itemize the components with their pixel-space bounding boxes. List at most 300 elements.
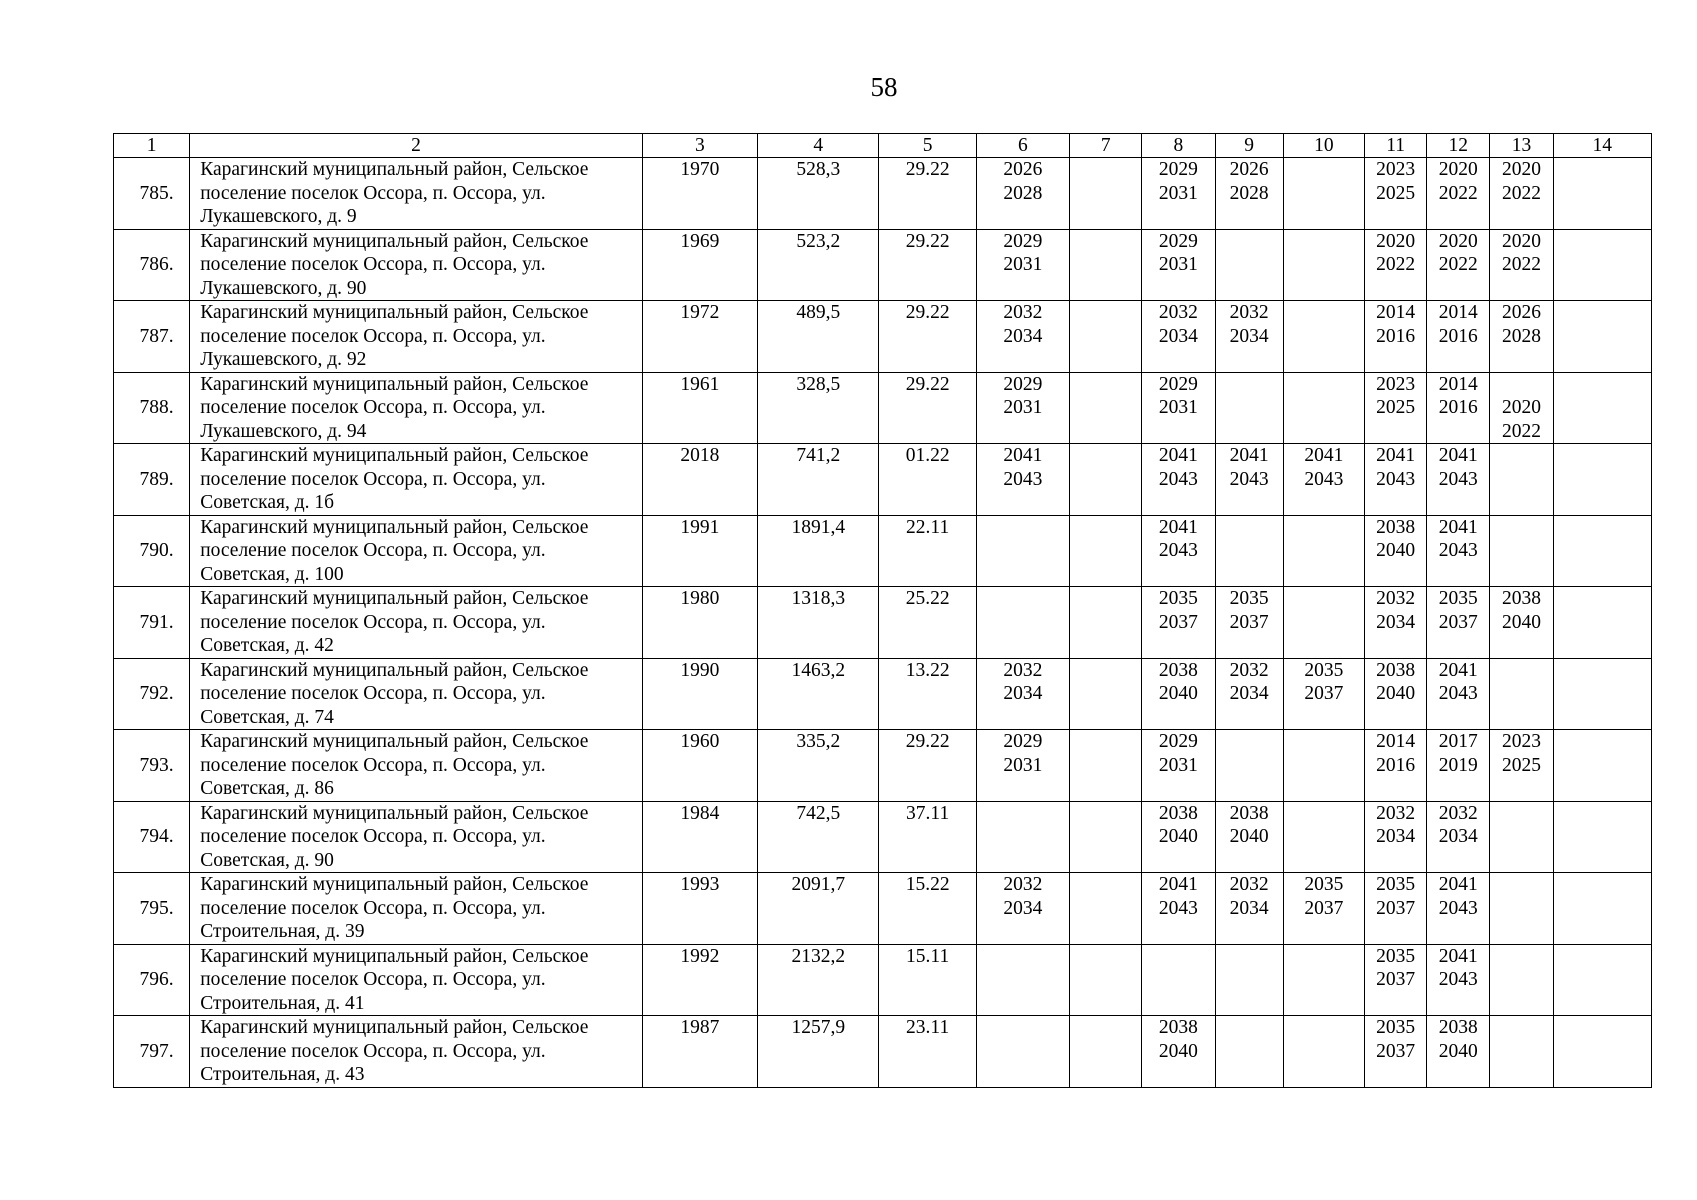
period-cell-6 (976, 444, 1069, 516)
table-row (114, 158, 1652, 230)
cell-line: 2022 (1376, 254, 1416, 275)
row-number-cell: 795. (114, 873, 190, 945)
period-cell-6 (976, 1016, 1069, 1088)
cell-line: 2041 (1003, 445, 1043, 466)
period-cell-7 (1070, 801, 1142, 873)
cell-line: 2035 (1376, 874, 1416, 895)
cell-line: 2022 (1502, 420, 1541, 442)
year-cell: 1961 (642, 372, 757, 444)
cell-line: 2016 (1376, 754, 1416, 776)
cell-line: 2023 (1376, 373, 1416, 395)
column-header-3: 3 (642, 134, 757, 158)
cell-line: 2032 (1229, 874, 1269, 895)
cell-line: 2034 (1229, 325, 1269, 347)
period-cell-10 (1283, 229, 1364, 301)
cell-line: 2016 (1438, 325, 1478, 347)
cell-line: 2025 (1376, 182, 1416, 204)
year-cell: 1972 (642, 301, 757, 373)
cell-line: 2034 (1376, 611, 1416, 633)
period-cell-14 (1553, 658, 1651, 730)
code-cell: 15.11 (879, 944, 976, 1016)
cell-line: 2029 (1158, 373, 1198, 395)
period-cell-14 (1553, 515, 1651, 587)
table-row (114, 730, 1652, 802)
cell-line: 2029 (1158, 159, 1198, 180)
cell-line: 2029 (1003, 731, 1043, 752)
cell-line: 2037 (1376, 969, 1416, 990)
cell-line: Карагинский муниципальный район, Сельское (200, 159, 589, 180)
period-cell-7 (1070, 444, 1142, 516)
period-cell-9 (1215, 515, 1283, 587)
period-cell-13 (1490, 944, 1553, 1016)
period-cell-13 (1490, 873, 1553, 945)
cell-line: 2040 (1158, 1040, 1198, 1062)
period-cell-12 (1427, 587, 1490, 659)
period-cell-11 (1365, 372, 1427, 444)
cell-line: 2020 (1502, 159, 1541, 180)
period-cell-14 (1553, 158, 1651, 230)
cell-line: 2032 (1003, 874, 1043, 895)
period-cell-11 (1365, 730, 1427, 802)
code-cell: 01.22 (879, 444, 976, 516)
period-cell-10 (1283, 515, 1364, 587)
cell-line: 2022 (1502, 254, 1541, 275)
cell-line: 2043 (1229, 468, 1269, 490)
period-cell-12 (1427, 801, 1490, 873)
cell-line: 2037 (1438, 611, 1478, 633)
period-cell-13 (1490, 1016, 1553, 1088)
period-cell-6 (976, 301, 1069, 373)
area-cell: 328,5 (758, 372, 879, 444)
cell-line (1490, 373, 1552, 397)
area-cell: 2091,7 (758, 873, 879, 945)
period-cell-13 (1490, 372, 1553, 444)
column-header-4: 4 (758, 134, 879, 158)
row-number-cell: 789. (114, 444, 190, 516)
row-number-cell: 792. (114, 658, 190, 730)
cell-line: поселение поселок Оссора, п. Оссора, ул. (200, 1040, 546, 1062)
cell-line: 2035 (1229, 588, 1269, 609)
cell-line: 2040 (1158, 683, 1198, 704)
row-number-cell: 793. (114, 730, 190, 802)
cell-line: 2034 (1229, 683, 1269, 704)
cell-line: Строительная, д. 41 (200, 992, 365, 1014)
period-cell-8 (1142, 801, 1215, 873)
year-cell: 1970 (642, 158, 757, 230)
area-cell: 335,2 (758, 730, 879, 802)
cell-line: 2043 (1158, 897, 1198, 919)
cell-line: 2038 (1158, 659, 1198, 681)
cell-line: 2041 (1158, 445, 1198, 466)
period-cell-13 (1490, 444, 1553, 516)
year-cell: 1987 (642, 1016, 757, 1088)
cell-line: 2028 (1502, 325, 1541, 347)
cell-line: 2031 (1003, 254, 1043, 275)
period-cell-11 (1365, 658, 1427, 730)
period-cell-9 (1215, 301, 1283, 373)
period-cell-7 (1070, 658, 1142, 730)
period-cell-7 (1070, 229, 1142, 301)
period-cell-14 (1553, 873, 1651, 945)
column-header-14: 14 (1553, 134, 1651, 158)
cell-line: 2034 (1438, 826, 1478, 847)
period-cell-10 (1283, 301, 1364, 373)
cell-line: 2014 (1438, 302, 1478, 323)
area-cell: 1891,4 (758, 515, 879, 587)
cell-line: 2037 (1376, 1040, 1416, 1062)
cell-line: Карагинский муниципальный район, Сельское (200, 1017, 589, 1038)
period-cell-6 (976, 229, 1069, 301)
period-cell-6 (976, 372, 1069, 444)
cell-line: 2014 (1376, 731, 1416, 752)
row-number-cell: 786. (114, 229, 190, 301)
cell-line: 2035 (1438, 588, 1478, 609)
period-cell-8 (1142, 873, 1215, 945)
period-cell-9 (1215, 372, 1283, 444)
table-row (114, 515, 1652, 587)
cell-line: Советская, д. 100 (200, 563, 344, 585)
cell-line: 2043 (1304, 468, 1344, 490)
column-header-2: 2 (190, 134, 642, 158)
cell-line: 2041 (1304, 445, 1344, 466)
cell-line: 2043 (1438, 969, 1478, 990)
period-cell-8 (1142, 158, 1215, 230)
cell-line: Карагинский муниципальный район, Сельское (200, 588, 589, 609)
period-cell-13 (1490, 301, 1553, 373)
cell-line: 2040 (1502, 611, 1541, 633)
period-cell-12 (1427, 730, 1490, 802)
address-cell (190, 801, 642, 873)
period-cell-6 (976, 515, 1069, 587)
cell-line: 2041 (1376, 445, 1416, 466)
cell-line: 2014 (1376, 302, 1416, 323)
cell-line: 2037 (1229, 611, 1269, 633)
period-cell-12 (1427, 873, 1490, 945)
cell-line: поселение поселок Оссора, п. Оссора, ул. (200, 683, 546, 704)
cell-line: Строительная, д. 43 (200, 1064, 365, 1085)
period-cell-14 (1553, 372, 1651, 444)
cell-line: 2020 (1502, 230, 1541, 252)
address-cell (190, 658, 642, 730)
cell-line: 2038 (1158, 802, 1198, 824)
cell-line: 2032 (1438, 802, 1478, 824)
area-cell: 742,5 (758, 801, 879, 873)
address-cell (190, 515, 642, 587)
cell-line: поселение поселок Оссора, п. Оссора, ул. (200, 826, 546, 847)
period-cell-12 (1427, 158, 1490, 230)
year-cell: 1969 (642, 229, 757, 301)
code-cell: 29.22 (879, 301, 976, 373)
period-cell-9 (1215, 873, 1283, 945)
address-cell (190, 944, 642, 1016)
period-cell-10 (1283, 158, 1364, 230)
period-cell-7 (1070, 873, 1142, 945)
column-header-6: 6 (976, 134, 1069, 158)
row-number-cell: 794. (114, 801, 190, 873)
period-cell-11 (1365, 301, 1427, 373)
period-cell-13 (1490, 658, 1553, 730)
period-cell-11 (1365, 444, 1427, 516)
period-cell-11 (1365, 229, 1427, 301)
cell-line: 2031 (1158, 754, 1198, 776)
cell-line: 2019 (1438, 754, 1478, 776)
cell-line: Советская, д. 74 (200, 706, 334, 728)
cell-line: 2038 (1376, 516, 1416, 538)
period-cell-11 (1365, 801, 1427, 873)
cell-line: 2034 (1003, 683, 1043, 704)
cell-line: 2043 (1158, 540, 1198, 561)
cell-line: 2026 (1003, 159, 1043, 180)
cell-line: Советская, д. 86 (200, 778, 334, 799)
period-cell-7 (1070, 372, 1142, 444)
cell-line: 2041 (1158, 874, 1198, 895)
period-cell-14 (1553, 444, 1651, 516)
cell-line: 2037 (1304, 897, 1344, 919)
period-cell-7 (1070, 301, 1142, 373)
cell-line: 2026 (1502, 302, 1541, 323)
period-cell-7 (1070, 587, 1142, 659)
cell-line: 2032 (1376, 588, 1416, 609)
cell-line: Карагинский муниципальный район, Сельское (200, 945, 589, 967)
code-cell: 22.11 (879, 515, 976, 587)
cell-line: 2038 (1376, 659, 1416, 681)
area-cell: 523,2 (758, 229, 879, 301)
period-cell-12 (1427, 515, 1490, 587)
period-cell-6 (976, 730, 1069, 802)
cell-line: Карагинский муниципальный район, Сельское (200, 516, 589, 538)
cell-line: Карагинский муниципальный район, Сельское (200, 659, 589, 681)
cell-line: 2017 (1438, 731, 1478, 752)
cell-line: поселение поселок Оссора, п. Оссора, ул. (200, 897, 546, 919)
period-cell-8 (1142, 587, 1215, 659)
period-cell-9 (1215, 229, 1283, 301)
cell-line: 2034 (1229, 897, 1269, 919)
cell-line: Карагинский муниципальный район, Сельское (200, 445, 589, 466)
period-cell-9 (1215, 944, 1283, 1016)
cell-line: Карагинский муниципальный район, Сельское (200, 230, 589, 252)
cell-line: поселение поселок Оссора, п. Оссора, ул. (200, 611, 546, 633)
cell-line: 2043 (1158, 468, 1198, 490)
table-row (114, 801, 1652, 873)
year-cell: 1990 (642, 658, 757, 730)
year-cell: 1991 (642, 515, 757, 587)
period-cell-13 (1490, 801, 1553, 873)
table-row (114, 301, 1652, 373)
cell-line: 2029 (1003, 230, 1043, 252)
cell-line: 2043 (1376, 468, 1416, 490)
period-cell-12 (1427, 301, 1490, 373)
table-row (114, 587, 1652, 659)
code-cell: 29.22 (879, 372, 976, 444)
cell-line: 2041 (1438, 445, 1478, 466)
page-number: 58 (870, 72, 898, 102)
cell-line: 2038 (1438, 1017, 1478, 1038)
cell-line: 2034 (1376, 826, 1416, 847)
period-cell-11 (1365, 515, 1427, 587)
period-cell-7 (1070, 730, 1142, 802)
column-number-row (114, 134, 1652, 158)
period-cell-14 (1553, 801, 1651, 873)
cell-line: Советская, д. 1б (200, 492, 335, 513)
cell-line: Советская, д. 42 (200, 635, 334, 656)
cell-line: Карагинский муниципальный район, Сельское (200, 373, 589, 395)
code-cell: 23.11 (879, 1016, 976, 1088)
cell-line: 2041 (1438, 945, 1478, 967)
cell-line: 2020 (1502, 397, 1541, 418)
cell-line: 2040 (1438, 1040, 1478, 1062)
cell-line: 2037 (1304, 683, 1344, 704)
period-cell-9 (1215, 801, 1283, 873)
cell-line: поселение поселок Оссора, п. Оссора, ул. (200, 397, 546, 418)
row-number-cell: 787. (114, 301, 190, 373)
cell-line: 2031 (1158, 254, 1198, 275)
cell-line: поселение поселок Оссора, п. Оссора, ул. (200, 468, 546, 490)
cell-line: 2026 (1229, 159, 1269, 180)
cell-line: 2043 (1438, 897, 1478, 919)
cell-line: 2034 (1158, 325, 1198, 347)
period-cell-12 (1427, 658, 1490, 730)
cell-line: 2040 (1376, 683, 1416, 704)
period-cell-14 (1553, 1016, 1651, 1088)
period-cell-12 (1427, 1016, 1490, 1088)
year-cell: 1993 (642, 873, 757, 945)
period-cell-9 (1215, 658, 1283, 730)
address-cell (190, 301, 642, 373)
table-row (114, 444, 1652, 516)
cell-line: 2038 (1229, 802, 1269, 824)
cell-line: 2031 (1158, 397, 1198, 418)
period-cell-9 (1215, 587, 1283, 659)
table-row (114, 658, 1652, 730)
period-cell-13 (1490, 158, 1553, 230)
period-cell-12 (1427, 229, 1490, 301)
table-row (114, 944, 1652, 1016)
cell-line: 2025 (1376, 397, 1416, 418)
cell-line: 2016 (1376, 325, 1416, 347)
address-cell (190, 158, 642, 230)
row-number-cell: 785. (114, 158, 190, 230)
period-cell-10 (1283, 658, 1364, 730)
period-cell-6 (976, 158, 1069, 230)
housing-register-table (113, 133, 1652, 1088)
cell-line: 2037 (1376, 897, 1416, 919)
column-header-13: 13 (1490, 134, 1553, 158)
cell-line: Карагинский муниципальный район, Сельское (200, 302, 589, 323)
period-cell-8 (1142, 444, 1215, 516)
cell-line: 2035 (1304, 659, 1344, 681)
period-cell-10 (1283, 1016, 1364, 1088)
cell-line: 2040 (1158, 826, 1198, 847)
period-cell-12 (1427, 372, 1490, 444)
period-cell-10 (1283, 372, 1364, 444)
code-cell: 13.22 (879, 658, 976, 730)
cell-line: 2041 (1438, 516, 1478, 538)
area-cell: 1257,9 (758, 1016, 879, 1088)
cell-line: 2037 (1158, 611, 1198, 633)
cell-line: 2029 (1158, 230, 1198, 252)
period-cell-14 (1553, 730, 1651, 802)
period-cell-11 (1365, 587, 1427, 659)
cell-line: 2029 (1158, 731, 1198, 752)
cell-line: Лукашевского, д. 94 (200, 420, 367, 442)
code-cell: 25.22 (879, 587, 976, 659)
area-cell: 2132,2 (758, 944, 879, 1016)
column-header-5: 5 (879, 134, 976, 158)
cell-line: 2043 (1438, 683, 1478, 704)
table-row (114, 229, 1652, 301)
cell-line: Лукашевского, д. 92 (200, 349, 367, 370)
period-cell-9 (1215, 444, 1283, 516)
cell-line: 2041 (1229, 445, 1269, 466)
code-cell: 29.22 (879, 229, 976, 301)
period-cell-8 (1142, 730, 1215, 802)
table-row (114, 1016, 1652, 1088)
year-cell: 1992 (642, 944, 757, 1016)
cell-line: 2032 (1003, 659, 1043, 681)
period-cell-12 (1427, 944, 1490, 1016)
cell-line: 2022 (1438, 182, 1478, 204)
period-cell-14 (1553, 587, 1651, 659)
cell-line: 2038 (1502, 588, 1541, 609)
column-header-8: 8 (1142, 134, 1215, 158)
period-cell-8 (1142, 944, 1215, 1016)
column-header-10: 10 (1283, 134, 1364, 158)
period-cell-7 (1070, 515, 1142, 587)
year-cell: 1960 (642, 730, 757, 802)
cell-line: 2041 (1438, 659, 1478, 681)
cell-line: поселение поселок Оссора, п. Оссора, ул. (200, 254, 546, 275)
period-cell-13 (1490, 229, 1553, 301)
cell-line: 2023 (1376, 159, 1416, 180)
cell-line: 2022 (1438, 254, 1478, 275)
cell-line: 2022 (1502, 182, 1541, 204)
period-cell-11 (1365, 158, 1427, 230)
area-cell: 1318,3 (758, 587, 879, 659)
cell-line: 2040 (1376, 540, 1416, 561)
period-cell-11 (1365, 1016, 1427, 1088)
cell-line: 2031 (1003, 754, 1043, 776)
code-cell: 15.22 (879, 873, 976, 945)
cell-line: 2043 (1438, 540, 1478, 561)
period-cell-9 (1215, 730, 1283, 802)
cell-line: 2028 (1229, 182, 1269, 204)
cell-line: 2028 (1003, 182, 1043, 204)
period-cell-14 (1553, 301, 1651, 373)
cell-line: 2043 (1003, 468, 1043, 490)
cell-line: 2032 (1158, 302, 1198, 323)
period-cell-10 (1283, 444, 1364, 516)
year-cell: 1980 (642, 587, 757, 659)
cell-line: поселение поселок Оссора, п. Оссора, ул. (200, 325, 546, 347)
cell-line: 2020 (1438, 159, 1478, 180)
column-header-9: 9 (1215, 134, 1283, 158)
period-cell-8 (1142, 658, 1215, 730)
cell-line: Карагинский муниципальный район, Сельское (200, 731, 589, 752)
cell-line: 2020 (1376, 230, 1416, 252)
address-cell (190, 730, 642, 802)
cell-line: 2035 (1304, 874, 1344, 895)
period-cell-10 (1283, 873, 1364, 945)
period-cell-10 (1283, 587, 1364, 659)
area-cell: 1463,2 (758, 658, 879, 730)
row-number-cell: 790. (114, 515, 190, 587)
table-body (114, 134, 1652, 1088)
address-cell (190, 587, 642, 659)
cell-line: 2029 (1003, 373, 1043, 395)
period-cell-9 (1215, 158, 1283, 230)
cell-line: поселение поселок Оссора, п. Оссора, ул. (200, 182, 546, 204)
cell-line: Строительная, д. 39 (200, 921, 365, 942)
